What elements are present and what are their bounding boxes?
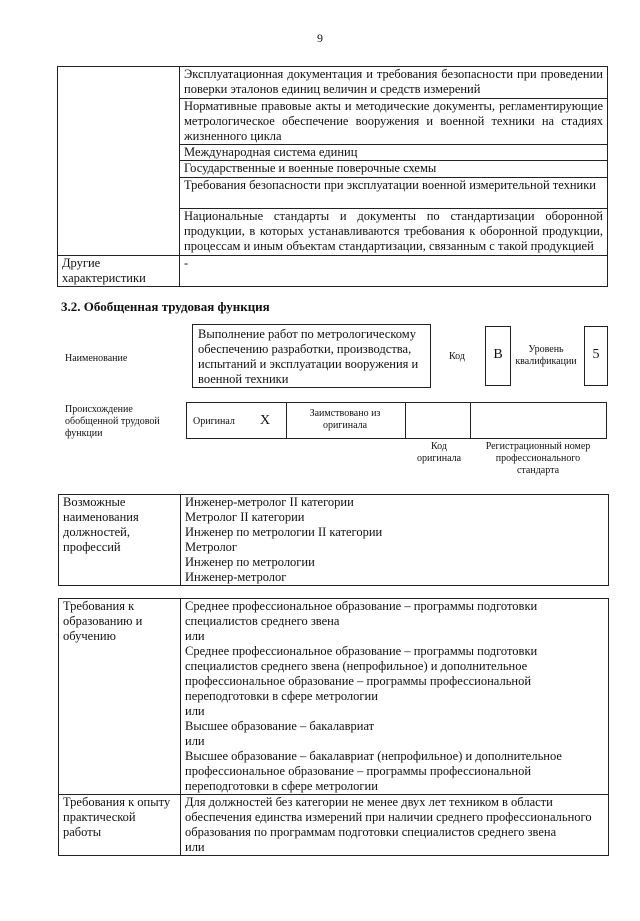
borrowed-label: Заимствовано из оригинала (309, 408, 381, 431)
positions-label: Возможные наименования должностей, профессий (59, 495, 181, 586)
knowledge-row: Международная система единиц (180, 145, 608, 161)
education-label: Требования к образованию и обучению (59, 599, 181, 795)
code-box (485, 326, 511, 386)
education-line: Среднее профессиональное образование – программы подготовки (185, 644, 538, 658)
other-characteristics-value: - (180, 256, 608, 287)
divider (286, 403, 287, 438)
original-label: Оригинал (193, 416, 235, 427)
education-line: специалистов среднего звена (185, 614, 340, 628)
experience-line: обеспечения единства измерений при наличии среднего профессионального (185, 810, 592, 824)
education-text (181, 599, 609, 795)
positions-list (181, 495, 609, 586)
level-value: 5 (592, 347, 600, 362)
function-name-value: Выполнение работ по метрологическому обеспечению разработки, производства, испытаний и эксплуатации вооружения и военной техники (198, 327, 419, 386)
origin-label: Происхождение обобщенной трудовой функции (65, 404, 160, 439)
other-characteristics-label: Другие характеристики (58, 256, 180, 287)
code-label: Код (449, 351, 465, 362)
requirements-table (58, 598, 609, 856)
level-box (584, 326, 608, 386)
experience-text (181, 795, 609, 856)
original-mark: X (260, 413, 271, 428)
education-line: или (185, 704, 205, 718)
knowledge-row: Нормативные правовые акты и методические документы, регламентирующие метрологическое обеспечение вооружения и военной техники на стадиях жизненного цикла (180, 98, 608, 145)
education-line: Высшее образование – бакалавриат (непрофильное) и дополнительное (185, 749, 562, 763)
position-item: Инженер-метролог (185, 570, 287, 584)
position-item: Инженер по метрологии II категории (185, 525, 383, 539)
experience-label: Требования к опыту практической работы (59, 795, 181, 856)
education-line: Среднее профессиональное образование – программы подготовки (185, 599, 538, 613)
level-label: Уровень квалификации (515, 344, 577, 367)
section-title: 3.2. Обобщенная трудовая функция (61, 299, 270, 314)
education-line: или (185, 734, 205, 748)
experience-line: Для должностей без категории не менее двух лет техником в области (185, 795, 553, 809)
position-item: Инженер-метролог II категории (185, 495, 354, 509)
knowledge-row: Национальные стандарты и документы по стандартизации оборонной продукции, в которых устанавливаются требования к оборонной продукции, процессам и иным объектам стандартизации, связанным с такой продукцией (180, 209, 608, 256)
origin-strip (186, 402, 607, 439)
position-item: Инженер по метрологии (185, 555, 315, 569)
experience-line: или (185, 840, 205, 854)
education-line: профессиональное образование – программы профессиональной (185, 764, 532, 778)
knowledge-row: Государственные и военные поверочные схемы (180, 161, 608, 177)
reg-number-caption: Регистрационный номер профессионального стандарта (485, 441, 591, 476)
education-line: переподготовки в сфере метрологии (185, 689, 378, 703)
code-value: B (493, 347, 503, 362)
education-line: Высшее образование – бакалавриат (185, 719, 375, 733)
experience-line: образования по программам подготовки специалистов среднего звена (185, 825, 557, 839)
knowledge-row: Требования безопасности при эксплуатации военной измерительной техники (180, 177, 608, 209)
positions-table (58, 494, 609, 586)
page-number: 9 (317, 31, 323, 45)
left-empty-cell (58, 67, 180, 256)
name-label: Наименование (65, 353, 128, 364)
position-item: Метролог (185, 540, 238, 554)
function-name-box (192, 324, 431, 388)
code-original-caption: Код оригинала (416, 441, 462, 464)
divider (405, 403, 406, 438)
position-item: Метролог II категории (185, 510, 305, 524)
knowledge-table (57, 66, 608, 287)
education-line: переподготовки в сфере метрологии (185, 779, 378, 793)
divider (470, 403, 471, 438)
education-line: специалистов среднего звена (непрофильное) и дополнительное (185, 659, 528, 673)
education-line: или (185, 629, 205, 643)
education-line: профессиональное образование – программы профессиональной (185, 674, 532, 688)
knowledge-row: Эксплуатационная документация и требования безопасности при проведении поверки эталонов единиц величин и средств измерений (180, 67, 608, 99)
